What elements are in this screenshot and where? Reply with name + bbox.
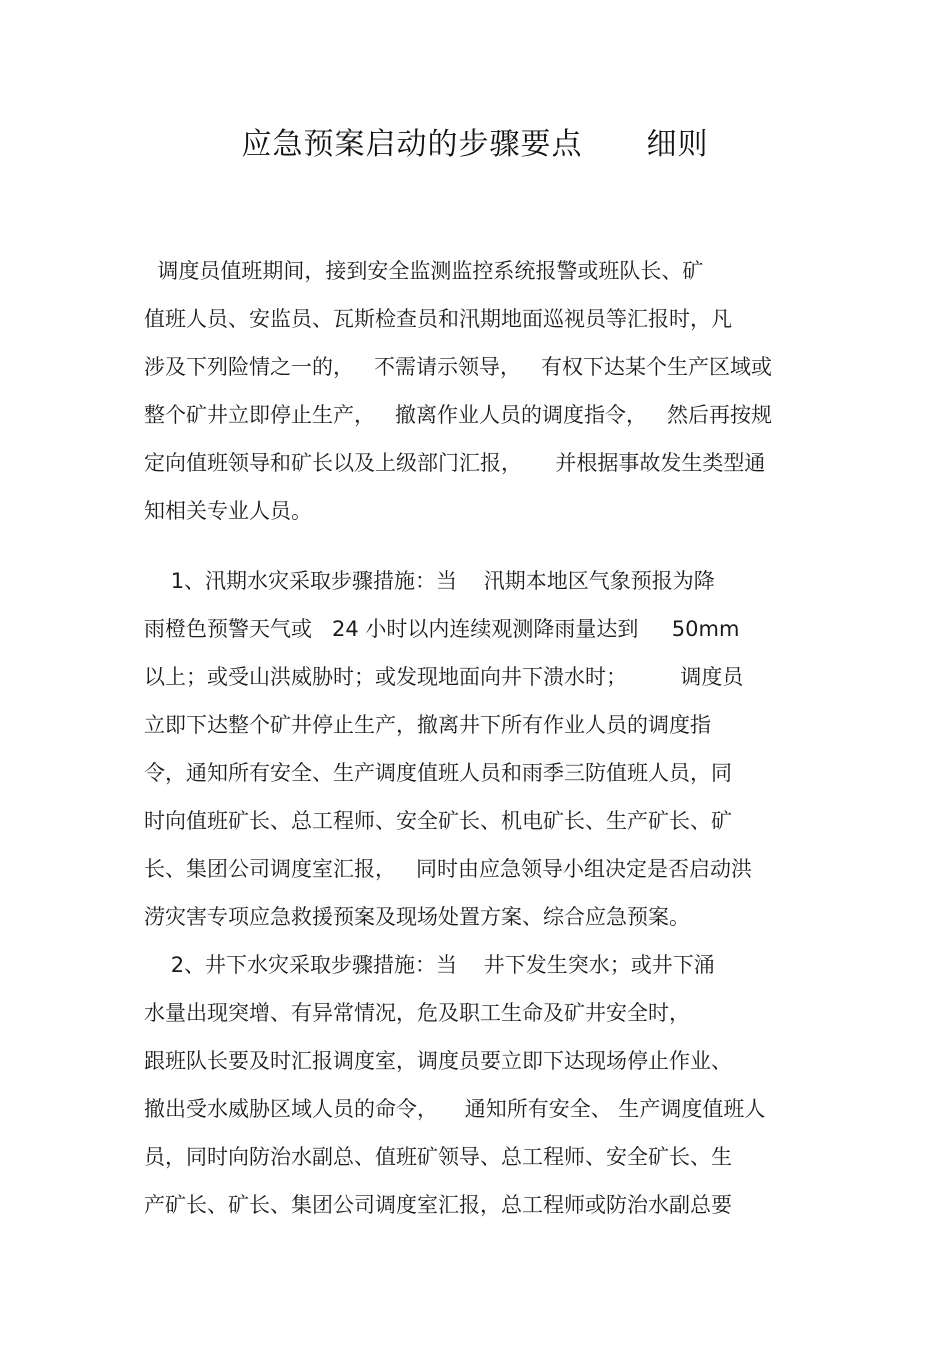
paragraph-3-line-3: 跟班队长要及时汇报调度室，调度员要立即下达现场停止作业、 bbox=[144, 1049, 732, 1073]
paragraph-1-line-1: 调度员值班期间，接到安全监测监控系统报警或班队长、矿 bbox=[144, 259, 704, 283]
title-suffix: 细则 bbox=[646, 127, 709, 162]
paragraph-1-line-4: 整个矿井立即停止生产， 撤离作业人员的调度指令， 然后再按规 bbox=[144, 403, 773, 427]
paragraph-3-line-4: 撤出受水威胁区域人员的命令， 通知所有安全、 生产调度值班人 bbox=[144, 1097, 766, 1121]
paragraph-3-line-6: 产矿长、矿长、集团公司调度室汇报，总工程师或防治水副总要 bbox=[144, 1193, 732, 1217]
paragraph-3-line-5: 员，同时向防治水副总、值班矿领导、总工程师、安全矿长、生 bbox=[144, 1145, 732, 1169]
paragraph-1-line-6: 知相关专业人员。 bbox=[144, 499, 312, 523]
paragraph-2-line-5: 令，通知所有安全、生产调度值班人员和雨季三防值班人员，同 bbox=[144, 761, 732, 785]
paragraph-2-line-4: 立即下达整个矿井停止生产，撤离井下所有作业人员的调度指 bbox=[144, 713, 711, 737]
title-main: 应急预案启动的步骤要点 bbox=[241, 127, 583, 162]
document-title bbox=[0, 123, 950, 167]
paragraph-2-line-2: 雨橙色预警天气或 24 小时以内连续观测降雨量达到 50mm bbox=[144, 617, 740, 641]
paragraph-1-line-5: 定向值班领导和矿长以及上级部门汇报， 并根据事故发生类型通 bbox=[144, 451, 766, 475]
paragraph-2-line-7: 长、集团公司调度室汇报， 同时由应急领导小组决定是否启动洪 bbox=[144, 857, 753, 881]
paragraph-3-line-2: 水量出现突增、有异常情况，危及职工生命及矿井安全时， bbox=[144, 1001, 690, 1025]
paragraph-1-line-3: 涉及下列险情之一的， 不需请示领导， 有权下达某个生产区域或 bbox=[144, 355, 773, 379]
paragraph-3-line-1: 2、井下水灾采取步骤措施：当 井下发生突水；或井下涌 bbox=[144, 953, 715, 977]
paragraph-1-line-2: 值班人员、安监员、瓦斯检查员和汛期地面巡视员等汇报时，凡 bbox=[144, 307, 732, 331]
paragraph-2-line-3: 以上；或受山洪威胁时；或发现地面向井下溃水时； 调度员 bbox=[144, 665, 744, 689]
paragraph-2-line-8: 涝灾害专项应急救援预案及现场处置方案、综合应急预案。 bbox=[144, 905, 690, 929]
paragraph-2-line-1: 1、汛期水灾采取步骤措施：当 汛期本地区气象预报为降 bbox=[144, 569, 715, 593]
paragraph-2-line-6: 时向值班矿长、总工程师、安全矿长、机电矿长、生产矿长、矿 bbox=[144, 809, 732, 833]
